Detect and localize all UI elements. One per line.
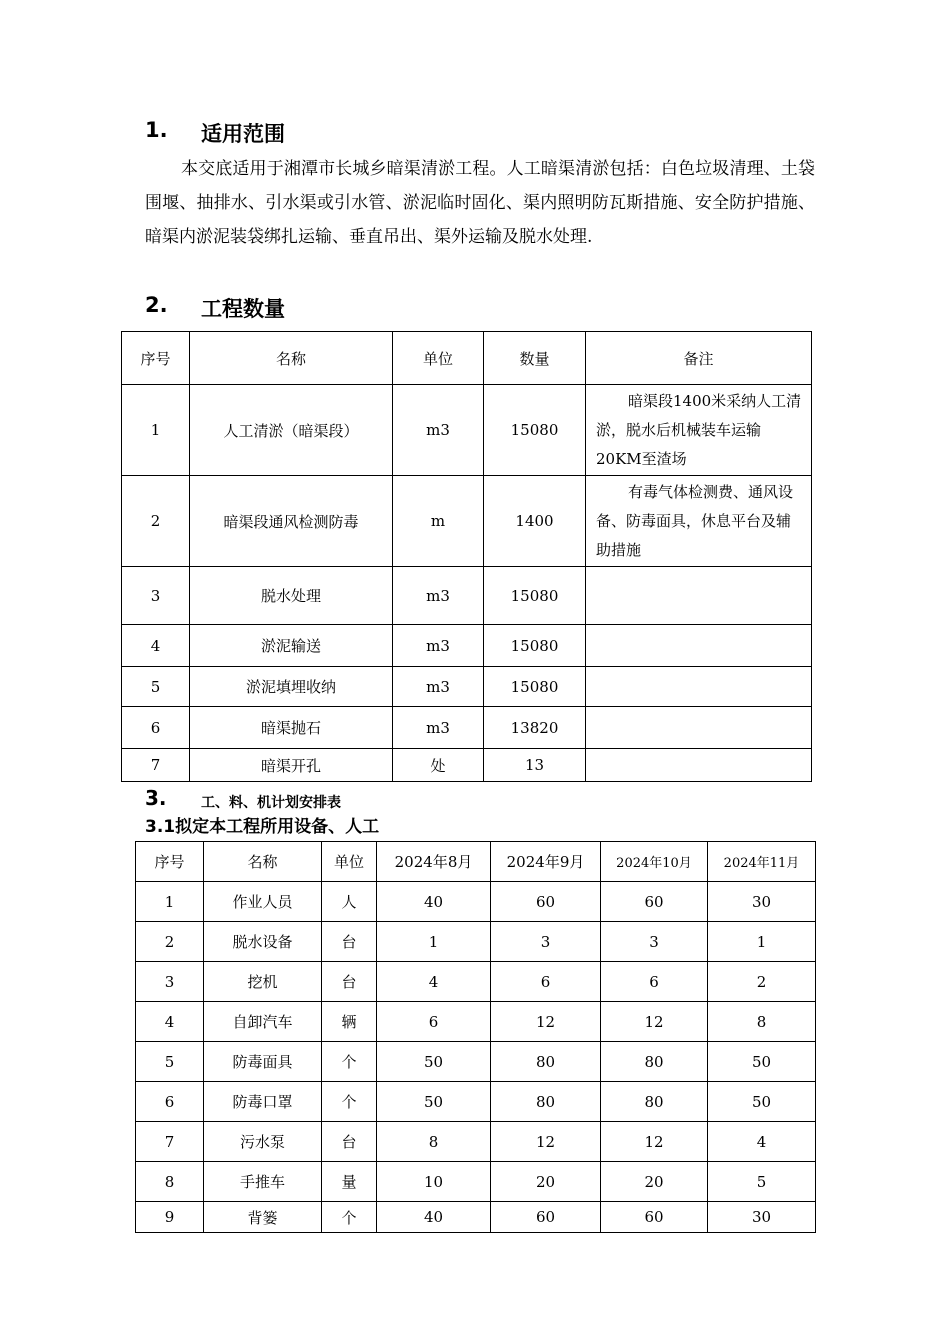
section-3-heading <box>145 786 545 810</box>
qty-aug: 1 <box>377 922 491 962</box>
item-name: 作业人员 <box>204 882 322 922</box>
item-unit: 台 <box>322 962 377 1002</box>
qty-sep: 80 <box>491 1042 601 1082</box>
item-name: 脱水处理 <box>190 567 393 625</box>
row-number: 6 <box>136 1082 204 1122</box>
item-unit: 人 <box>322 882 377 922</box>
row-number: 7 <box>122 749 190 782</box>
item-quantity: 1400 <box>484 476 586 567</box>
item-name: 手推车 <box>204 1162 322 1202</box>
item-unit: 处 <box>393 749 484 782</box>
qty-sep: 20 <box>491 1162 601 1202</box>
qty-aug: 40 <box>377 1202 491 1233</box>
header-cell: 数量 <box>484 332 586 385</box>
qty-aug: 50 <box>377 1042 491 1082</box>
qty-aug: 4 <box>377 962 491 1002</box>
qty-nov: 50 <box>708 1042 816 1082</box>
qty-nov: 30 <box>708 882 816 922</box>
table-row <box>122 567 812 625</box>
item-note: 暗渠段1400米采纳人工清淤，脱水后机械装车运输20KM至渣场 <box>586 385 812 476</box>
item-name: 暗渠段通风检测防毒 <box>190 476 393 567</box>
qty-nov: 5 <box>708 1162 816 1202</box>
item-quantity: 15080 <box>484 625 586 667</box>
table-row <box>136 962 816 1002</box>
item-unit: 量 <box>322 1162 377 1202</box>
qty-sep: 12 <box>491 1122 601 1162</box>
table-row <box>122 476 812 567</box>
row-number: 4 <box>136 1002 204 1042</box>
qty-nov: 1 <box>708 922 816 962</box>
table-row <box>122 749 812 782</box>
item-unit: 辆 <box>322 1002 377 1042</box>
table-header-row <box>122 332 812 385</box>
item-quantity: 15080 <box>484 567 586 625</box>
item-unit: m <box>393 476 484 567</box>
table-row <box>122 385 812 476</box>
header-cell: 名称 <box>190 332 393 385</box>
row-number: 7 <box>136 1122 204 1162</box>
item-unit: m3 <box>393 567 484 625</box>
row-number: 4 <box>122 625 190 667</box>
row-number: 2 <box>136 922 204 962</box>
item-unit: m3 <box>393 707 484 749</box>
row-number: 3 <box>122 567 190 625</box>
table-row <box>122 667 812 707</box>
qty-sep: 80 <box>491 1082 601 1122</box>
qty-aug: 8 <box>377 1122 491 1162</box>
row-number: 1 <box>122 385 190 476</box>
section-2-title: 工程数量 <box>201 297 285 321</box>
header-cell: 序号 <box>136 842 204 882</box>
qty-oct: 6 <box>601 962 708 1002</box>
item-name: 淤泥填埋收纳 <box>190 667 393 707</box>
qty-oct: 12 <box>601 1002 708 1042</box>
qty-aug: 6 <box>377 1002 491 1042</box>
qty-nov: 2 <box>708 962 816 1002</box>
table-row <box>136 1002 816 1042</box>
table-row <box>136 1082 816 1122</box>
qty-oct: 80 <box>601 1082 708 1122</box>
item-name: 防毒面具 <box>204 1042 322 1082</box>
equipment-table <box>135 841 816 1233</box>
header-cell: 2024年9月 <box>491 842 601 882</box>
header-cell: 备注 <box>586 332 812 385</box>
qty-oct: 3 <box>601 922 708 962</box>
qty-sep: 12 <box>491 1002 601 1042</box>
row-number: 1 <box>136 882 204 922</box>
table-row <box>122 707 812 749</box>
row-number: 5 <box>136 1042 204 1082</box>
item-note <box>586 749 812 782</box>
quantity-table <box>121 331 812 782</box>
table-row <box>136 1122 816 1162</box>
item-name: 脱水设备 <box>204 922 322 962</box>
item-quantity: 15080 <box>484 667 586 707</box>
item-note <box>586 567 812 625</box>
table-row <box>136 1042 816 1082</box>
qty-oct: 60 <box>601 882 708 922</box>
table-header-row <box>136 842 816 882</box>
table-row <box>136 922 816 962</box>
qty-sep: 6 <box>491 962 601 1002</box>
section-3-title: 工、料、机计划安排表 <box>201 795 341 811</box>
qty-nov: 30 <box>708 1202 816 1233</box>
item-name: 暗渠开孔 <box>190 749 393 782</box>
item-unit: 台 <box>322 1122 377 1162</box>
intro-paragraph: 本交底适用于湘潭市长城乡暗渠清淤工程。人工暗渠清淤包括：白色垃圾清理、土袋围堰、抽排水、引水渠或引水管、淤泥临时固化、渠内照明防瓦斯措施、安全防护措施、暗渠内淤泥装袋绑扎运输、垂直吊出、渠外运输及脱水处理. <box>145 159 815 247</box>
item-name: 淤泥输送 <box>190 625 393 667</box>
qty-oct: 12 <box>601 1122 708 1162</box>
table-row <box>136 1202 816 1233</box>
item-unit: 个 <box>322 1042 377 1082</box>
header-cell: 单位 <box>322 842 377 882</box>
qty-aug: 10 <box>377 1162 491 1202</box>
section-3-number: 3. <box>145 786 167 810</box>
qty-nov: 50 <box>708 1082 816 1122</box>
qty-aug: 40 <box>377 882 491 922</box>
row-number: 9 <box>136 1202 204 1233</box>
table-row <box>136 882 816 922</box>
qty-oct: 80 <box>601 1042 708 1082</box>
item-note: 有毒气体检测费、通风设备、防毒面具，休息平台及辅助措施 <box>586 476 812 567</box>
item-unit: m3 <box>393 385 484 476</box>
qty-aug: 50 <box>377 1082 491 1122</box>
qty-oct: 60 <box>601 1202 708 1233</box>
item-note <box>586 707 812 749</box>
row-number: 2 <box>122 476 190 567</box>
header-cell: 单位 <box>393 332 484 385</box>
row-number: 6 <box>122 707 190 749</box>
item-name: 背篓 <box>204 1202 322 1233</box>
item-unit: m3 <box>393 667 484 707</box>
qty-sep: 3 <box>491 922 601 962</box>
item-name: 防毒口罩 <box>204 1082 322 1122</box>
item-unit: 个 <box>322 1202 377 1233</box>
item-name: 污水泵 <box>204 1122 322 1162</box>
item-quantity: 13820 <box>484 707 586 749</box>
header-cell: 名称 <box>204 842 322 882</box>
header-cell: 2024年11月 <box>708 842 816 882</box>
header-cell: 2024年8月 <box>377 842 491 882</box>
header-cell: 序号 <box>122 332 190 385</box>
section-2-number: 2. <box>145 293 168 317</box>
item-note <box>586 625 812 667</box>
qty-sep: 60 <box>491 1202 601 1233</box>
item-unit: m3 <box>393 625 484 667</box>
item-name: 暗渠抛石 <box>190 707 393 749</box>
row-number: 5 <box>122 667 190 707</box>
item-unit: 个 <box>322 1082 377 1122</box>
section-1-number: 1. <box>145 118 168 142</box>
subsection-3-1-title: 3.1拟定本工程所用设备、人工 <box>145 817 380 837</box>
item-name: 人工清淤（暗渠段） <box>190 385 393 476</box>
section-1-title: 适用范围 <box>201 122 285 146</box>
row-number: 8 <box>136 1162 204 1202</box>
qty-nov: 8 <box>708 1002 816 1042</box>
item-quantity: 15080 <box>484 385 586 476</box>
item-name: 挖机 <box>204 962 322 1002</box>
row-number: 3 <box>136 962 204 1002</box>
item-note <box>586 667 812 707</box>
table-row <box>122 625 812 667</box>
item-unit: 台 <box>322 922 377 962</box>
qty-nov: 4 <box>708 1122 816 1162</box>
item-quantity: 13 <box>484 749 586 782</box>
table-row <box>136 1162 816 1202</box>
header-cell: 2024年10月 <box>601 842 708 882</box>
qty-oct: 20 <box>601 1162 708 1202</box>
item-name: 自卸汽车 <box>204 1002 322 1042</box>
qty-sep: 60 <box>491 882 601 922</box>
